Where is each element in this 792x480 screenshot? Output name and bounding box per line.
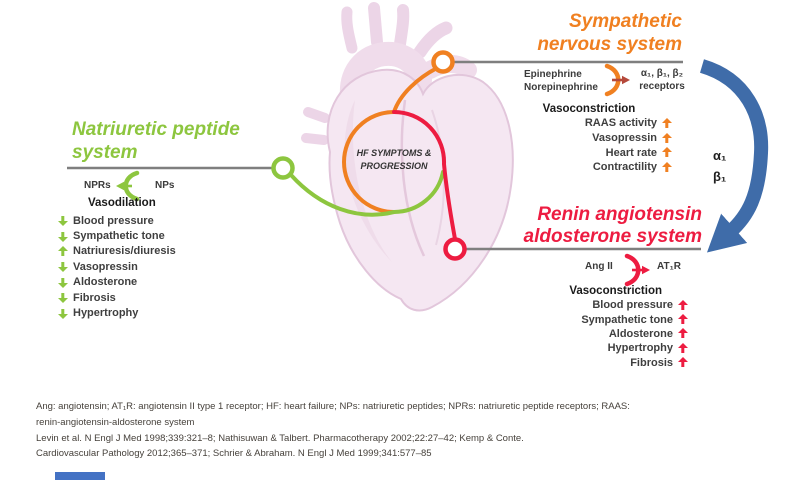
nps-node <box>274 159 293 178</box>
sns-ligands-label <box>524 68 598 94</box>
sns-list-heading: Vasoconstriction <box>542 103 636 115</box>
nps-title-line1: Natriuretic peptide <box>72 119 240 140</box>
sns-to-raas-arrow <box>702 66 761 232</box>
up-arrow-icon <box>662 147 672 158</box>
abbreviations-line2: renin-angiotensin-aldosterone system <box>36 416 195 428</box>
list-item <box>530 298 688 312</box>
down-arrow-icon <box>58 277 68 288</box>
down-arrow-icon <box>58 231 68 242</box>
raas-title-line2: aldosterone system <box>523 226 702 247</box>
raas-title-line1: Renin angiotensin <box>537 204 702 225</box>
ang-ii-label: Ang II <box>585 261 613 272</box>
list-item-label: Vasopressin <box>73 260 138 273</box>
up-arrow-icon <box>678 343 688 354</box>
list-item <box>500 116 672 131</box>
list-item <box>530 312 688 326</box>
list-item <box>530 356 688 370</box>
norepinephrine-label: Norepinephrine <box>524 82 598 93</box>
nps-title <box>72 118 240 164</box>
list-item <box>58 259 176 274</box>
alpha1-beta1-labels <box>713 145 726 187</box>
up-arrow-icon <box>662 133 672 144</box>
nprs-label: NPRs <box>84 180 111 191</box>
nps-label: NPs <box>155 180 175 191</box>
down-arrow-icon <box>58 292 68 303</box>
list-item <box>500 145 672 160</box>
adrenergic-receptors-line1: α₁, β₁, β₂ <box>640 68 684 79</box>
list-item-label: Contractility <box>592 161 657 174</box>
sns-title-line2: nervous system <box>537 34 682 55</box>
hf-symptoms-line2: PROGRESSION <box>360 161 428 171</box>
raas-effects-list <box>530 298 688 370</box>
raas-node <box>446 240 465 259</box>
list-item <box>530 341 688 355</box>
raas-list-heading: Vasoconstriction <box>569 285 662 297</box>
up-arrow-icon <box>662 118 672 129</box>
up-arrow-icon <box>678 300 688 311</box>
list-item <box>58 290 176 305</box>
nps-list-heading: Vasodilation <box>88 197 156 209</box>
list-item-label: Heart rate <box>605 146 657 159</box>
sns-node <box>434 53 453 72</box>
nps-effects-list <box>58 213 176 321</box>
list-item <box>58 305 176 320</box>
raas-title <box>470 204 702 248</box>
beta1-label: β₁ <box>713 169 727 184</box>
sns-title <box>480 10 682 56</box>
list-item-label: Fibrosis <box>73 291 116 304</box>
up-arrow-icon <box>678 357 688 368</box>
list-item-label: Aldosterone <box>608 327 673 340</box>
list-item-label: Hypertrophy <box>73 307 139 320</box>
up-arrow-icon <box>678 328 688 339</box>
list-item <box>500 131 672 146</box>
up-arrow-icon <box>678 314 688 325</box>
references-line2: Cardiovascular Pathology 2012;365–371; Schrier & Abraham. N Engl J Med 1999;341:577–85 <box>36 448 432 460</box>
sns-receptors-label <box>630 67 694 93</box>
hf-symptoms-label <box>342 147 446 173</box>
list-item-label: Sympathetic tone <box>73 230 165 243</box>
alpha1-label: α₁ <box>713 148 727 163</box>
nps-title-line2: system <box>72 142 138 163</box>
list-item-label: Aldosterone <box>73 276 138 289</box>
list-item-label: Blood pressure <box>592 299 673 312</box>
list-item <box>58 213 176 228</box>
list-item-label: Sympathetic tone <box>581 313 673 326</box>
down-arrow-icon <box>58 308 68 319</box>
up-arrow-icon <box>662 162 672 173</box>
sns-receptor-binding-icon <box>607 66 630 94</box>
list-item-label: RAAS activity <box>584 117 657 130</box>
down-arrow-icon <box>58 261 68 272</box>
footnote <box>36 399 630 462</box>
hf-symptoms-line1: HF SYMPTOMS & <box>356 148 432 158</box>
list-item-label: Natriuresis/diuresis <box>73 245 176 258</box>
list-item <box>58 228 176 243</box>
raas-receptor-binding-icon <box>627 256 650 284</box>
references-line1: Levin et al. N Engl J Med 1998;339:321–8; Nathisuwan & Talbert. Pharmacotherapy 2002;22:27–42; Kemp & Conte. <box>36 432 524 444</box>
partial-blue-element <box>55 472 105 480</box>
list-item <box>500 160 672 175</box>
up-arrow-icon <box>58 246 68 257</box>
list-item-label: Fibrosis <box>630 356 673 369</box>
epinephrine-label: Epinephrine <box>524 69 582 80</box>
sns-effects-list <box>500 116 672 175</box>
list-item-label: Vasopressin <box>592 132 657 145</box>
nps-receptor-binding-icon <box>116 173 137 199</box>
at1r-label: AT₁R <box>657 261 681 272</box>
adrenergic-receptors-line2: receptors <box>639 81 685 92</box>
down-arrow-icon <box>58 215 68 226</box>
list-item <box>58 244 176 259</box>
list-item-label: Hypertrophy <box>607 342 673 355</box>
list-item-label: Blood pressure <box>73 214 154 227</box>
abbreviations-line1: Ang: angiotensin; AT₁R: angiotensin II type 1 receptor; HF: heart failure; NPs: natriuretic peptides; NPRs: natriuretic peptide receptors; RAAS: <box>36 401 630 412</box>
list-item <box>530 327 688 341</box>
sns-title-line1: Sympathetic <box>569 11 682 32</box>
list-item <box>58 275 176 290</box>
